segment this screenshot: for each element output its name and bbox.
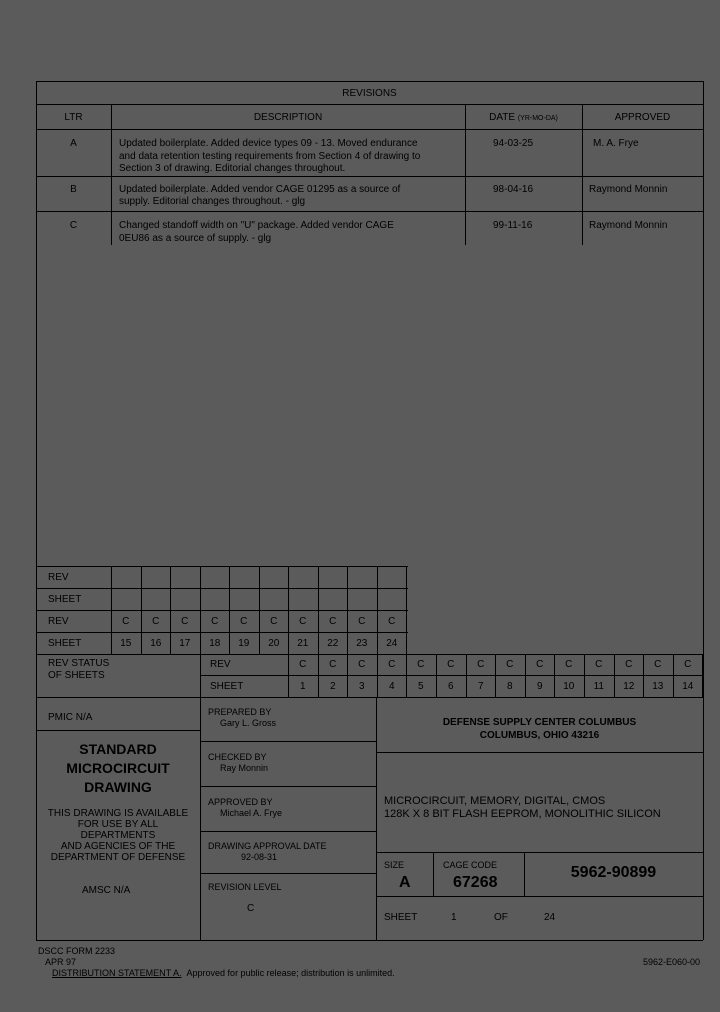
standard-title: STANDARD: [79, 741, 157, 757]
rev-label: REV: [48, 616, 69, 627]
form-date: APR 97: [45, 957, 77, 967]
rule: [36, 176, 703, 177]
rule: [376, 752, 703, 753]
rule: [376, 896, 703, 897]
ltr-header: LTR: [64, 112, 83, 123]
sheet-cell: 19: [238, 638, 250, 649]
rev-row-ltr: A: [70, 138, 77, 149]
rule: [200, 873, 376, 874]
rev-cell: C: [358, 616, 366, 627]
drawing-title: 128K X 8 BIT FLASH EEPROM, MONOLITHIC SILICON: [384, 808, 661, 820]
rev-cell: C: [388, 659, 396, 670]
prepared-label: PREPARED BY: [208, 707, 272, 717]
rule: [36, 654, 703, 655]
rev-cell: C: [447, 659, 455, 670]
sheet-cell: 3: [359, 681, 365, 692]
rule: [703, 81, 704, 940]
rev-row-date: 99-11-16: [493, 220, 533, 231]
rev-row-approved: M. A. Frye: [593, 138, 639, 149]
rule: [36, 566, 408, 567]
agency-address: COLUMBUS, OHIO 43216: [479, 730, 600, 741]
amsc: AMSC N/A: [82, 885, 131, 896]
sheet-cell: 8: [507, 681, 513, 692]
form-number: DSCC FORM 2233: [38, 946, 116, 956]
rev-cell: C: [565, 659, 573, 670]
rule: [36, 940, 703, 941]
rule: [36, 730, 200, 731]
sheet-cell: 23: [356, 638, 368, 649]
rev-cell: C: [477, 659, 485, 670]
sheet-number: 1: [451, 912, 457, 923]
rule: [200, 786, 376, 787]
rev-row-ltr: B: [70, 184, 77, 195]
rev-status-label: OF SHEETS: [48, 670, 105, 681]
of-label: OF: [494, 912, 508, 923]
sheet-label: SHEET: [384, 912, 418, 923]
sheet-cell: 7: [478, 681, 484, 692]
rule: [433, 852, 434, 896]
cage-code: 67268: [453, 874, 498, 891]
pmic: PMIC N/A: [48, 712, 93, 723]
rev-label: REV: [48, 572, 69, 583]
rev-cell: C: [122, 616, 130, 627]
rule: [36, 610, 408, 611]
sheet-cell: 20: [268, 638, 280, 649]
rev-cell: C: [329, 659, 337, 670]
total-sheets: 24: [544, 912, 556, 923]
rev-row-desc: and data retention testing requirements from Section 4 of drawing to: [119, 151, 421, 162]
rule: [200, 831, 376, 832]
rule: [36, 104, 703, 105]
rev-cell: C: [654, 659, 662, 670]
availability-text: THIS DRAWING IS AVAILABLE: [47, 808, 189, 819]
description-header: DESCRIPTION: [253, 112, 323, 123]
rev-row-desc: Updated boilerplate. Added vendor CAGE 01295 as a source of: [119, 184, 401, 195]
sheet-cell: 24: [386, 638, 398, 649]
rule: [111, 104, 112, 245]
rule: [36, 632, 408, 633]
rule: [582, 104, 583, 245]
standard-title: MICROCIRCUIT: [66, 760, 170, 776]
rule: [376, 852, 703, 853]
rev-status-label: REV STATUS: [48, 658, 110, 669]
rev-cell: C: [152, 616, 160, 627]
rev-cell: C: [684, 659, 692, 670]
sheet-label: SHEET: [48, 594, 82, 605]
sheet-cell: 16: [150, 638, 162, 649]
sheet-cell: 21: [297, 638, 309, 649]
rev-label: REV: [210, 659, 231, 670]
document-code: 5962-E060-00: [643, 957, 701, 967]
rev-cell: C: [388, 616, 396, 627]
approved-label: APPROVED BY: [208, 797, 273, 807]
sheet-cell: 1: [300, 681, 306, 692]
rev-row-date: 94-03-25: [493, 138, 534, 149]
rule: [36, 697, 703, 698]
sheet-cell: 17: [179, 638, 191, 649]
sheet-cell: 4: [389, 681, 395, 692]
rev-cell: C: [240, 616, 248, 627]
availability-text: DEPARTMENTS: [80, 830, 156, 841]
approved-header: APPROVED: [614, 112, 671, 123]
rev-row-ltr: C: [69, 220, 78, 231]
rule: [465, 104, 466, 245]
agency-name: DEFENSE SUPPLY CENTER COLUMBUS: [442, 717, 637, 728]
rev-cell: C: [329, 616, 337, 627]
size-label: SIZE: [384, 860, 405, 870]
prepared-name: Gary L. Gross: [220, 718, 277, 728]
sheet-cell: 9: [537, 681, 543, 692]
drawing-title: MICROCIRCUIT, MEMORY, DIGITAL, CMOS: [384, 795, 606, 807]
sheet-cell: 5: [418, 681, 424, 692]
checked-label: CHECKED BY: [208, 752, 267, 762]
rule: [36, 211, 703, 212]
sheet-cell: 2: [330, 681, 336, 692]
sheet-label: SHEET: [210, 681, 244, 692]
checked-name: Ray Monnin: [220, 763, 269, 773]
availability-text: DEPARTMENT OF DEFENSE: [50, 852, 186, 863]
sheet-label: SHEET: [48, 638, 82, 649]
rule: [200, 675, 703, 676]
rule: [36, 81, 703, 82]
rev-cell: C: [506, 659, 514, 670]
revision-level-label: REVISION LEVEL: [208, 882, 282, 892]
sheet-cell: 10: [563, 681, 575, 692]
rev-cell: C: [270, 616, 278, 627]
rule: [36, 129, 703, 130]
rev-row-desc: Changed standoff width on "U" package. Added vendor CAGE: [119, 220, 394, 231]
sheet-cell: 22: [327, 638, 339, 649]
rev-row-approved: Raymond Monnin: [589, 184, 668, 195]
rev-cell: C: [536, 659, 544, 670]
availability-text: AND AGENCIES OF THE: [60, 841, 176, 852]
rev-row-approved: Raymond Monnin: [589, 220, 668, 231]
approved-name: Michael A. Frye: [220, 808, 283, 818]
distribution-statement: DISTRIBUTION STATEMENT A. Approved for public release; distribution is unlimited.: [52, 968, 395, 978]
sheet-cell: 12: [623, 681, 635, 692]
cage-label: CAGE CODE: [443, 860, 498, 870]
rev-cell: C: [417, 659, 425, 670]
revision-level: C: [247, 903, 255, 914]
rule: [200, 741, 376, 742]
rev-row-desc: Updated boilerplate. Added device types 09 - 13. Moved endurance: [119, 138, 418, 149]
sheet-cell: 13: [652, 681, 664, 692]
approval-date-label: DRAWING APPROVAL DATE: [208, 841, 327, 851]
rev-cell: C: [211, 616, 219, 627]
rev-cell: C: [299, 659, 307, 670]
date-header: DATE (YR-MO-DA): [489, 112, 558, 123]
rev-cell: C: [181, 616, 189, 627]
rule: [200, 654, 201, 697]
sheet-cell: 15: [120, 638, 132, 649]
rev-cell: C: [595, 659, 603, 670]
size-value: A: [399, 874, 411, 891]
sheet-cell: 14: [682, 681, 694, 692]
sheet-cell: 18: [209, 638, 221, 649]
approval-date: 92-08-31: [241, 852, 278, 862]
rule: [200, 697, 201, 941]
rev-row-desc: Section 3 of drawing. Editorial changes throughout.: [119, 163, 346, 174]
rev-cell: C: [358, 659, 366, 670]
availability-text: FOR USE BY ALL: [77, 819, 159, 830]
standard-title: DRAWING: [84, 779, 152, 795]
rev-row-desc: supply. Editorial changes throughout. - glg: [119, 196, 306, 207]
revisions-title: REVISIONS: [342, 88, 397, 99]
rev-row-desc: 0EU86 as a source of supply. - glg: [119, 233, 272, 244]
rule: [36, 588, 408, 589]
drawing-number: 5962-90899: [570, 864, 657, 881]
sheet-cell: 6: [448, 681, 454, 692]
sheet-cell: 11: [593, 681, 604, 692]
rev-cell: C: [299, 616, 307, 627]
rule: [36, 81, 37, 697]
rev-row-date: 98-04-16: [493, 184, 534, 195]
rev-cell: C: [625, 659, 633, 670]
